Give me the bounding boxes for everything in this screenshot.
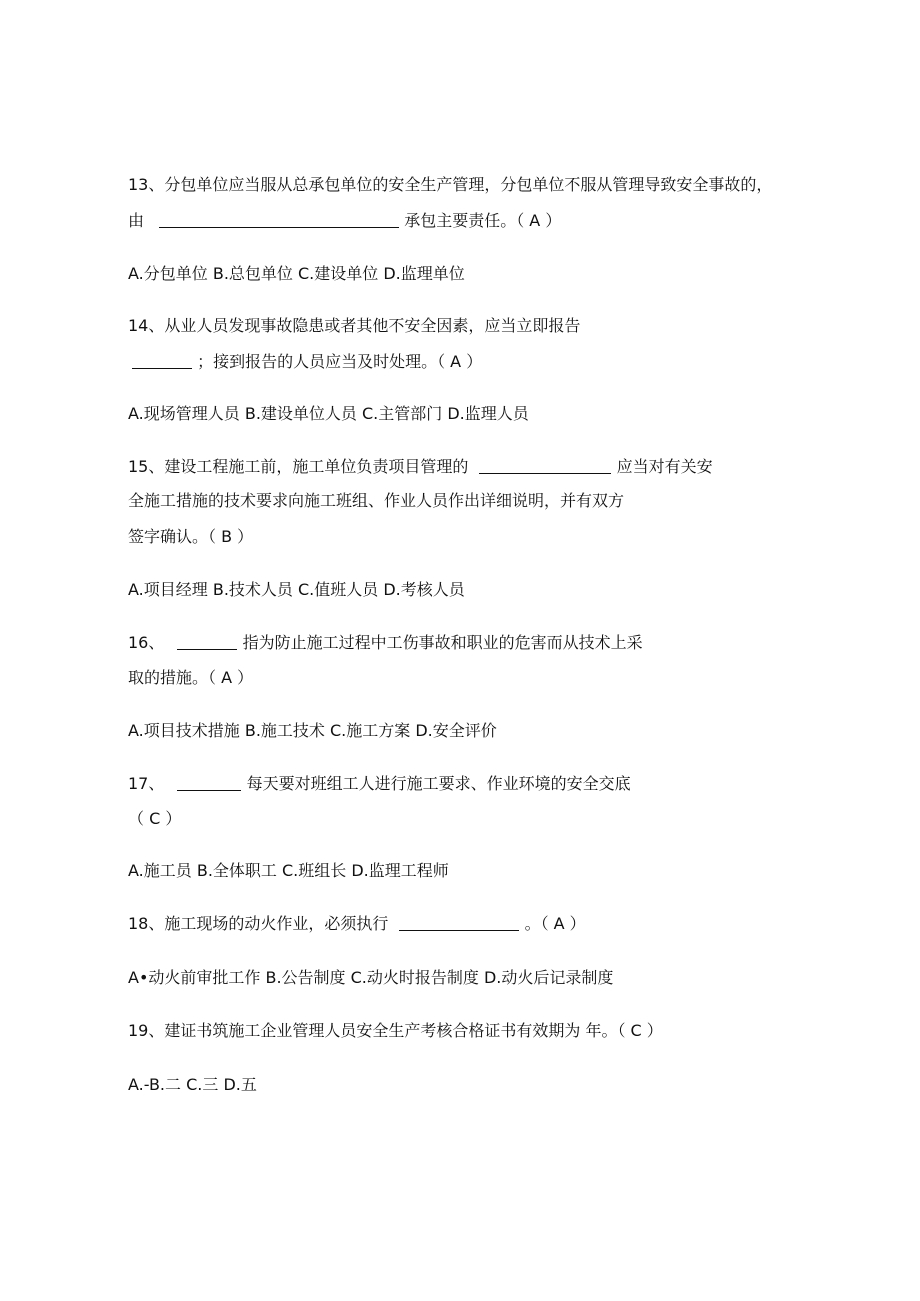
q15-stem-suffix: 应当对有关安	[616, 457, 713, 476]
q13-options: A.分包单位 B.总包单位 C.建设单位 D.监理单位	[128, 264, 465, 283]
q18-answer-blank	[399, 914, 519, 931]
q13-stem-prefix: 由	[128, 211, 145, 230]
q18-stem-suffix: 。（ A ）	[524, 914, 586, 933]
q16-stem-prefix: 16、	[128, 633, 165, 652]
q16-stem-line1	[128, 632, 643, 654]
q16-stem-line2: 取的措施。（ A ）	[128, 668, 254, 687]
q14-stem-line1: 14、从业人员发现事故隐患或者其他不安全因素，应当立即报告	[128, 316, 581, 335]
q17-stem-line1	[128, 773, 631, 795]
q17-stem-suffix: 每天要对班组工人进行施工要求、作业环境的安全交底	[246, 774, 631, 793]
q18-stem-line1	[128, 913, 586, 935]
q15-stem-line1	[128, 456, 713, 478]
q16-stem-suffix: 指为防止施工过程中工伤事故和职业的危害而从技术上采	[242, 633, 643, 652]
q16-answer-blank	[177, 633, 237, 650]
q15-stem-line3: 签字确认。（ B ）	[128, 527, 254, 546]
q15-options: A.项目经理 B.技术人员 C.值班人员 D.考核人员	[128, 580, 465, 599]
q13-answer-blank	[159, 211, 399, 228]
q15-stem-line2: 全施工措施的技术要求向施工班组、作业人员作出详细说明，并有双方	[128, 491, 625, 510]
q17-stem-line2: （ C ）	[128, 809, 182, 828]
q19-stem-line1: 19、建证书筑施工企业管理人员安全生产考核合格证书有效期为 年。（ C ）	[128, 1021, 663, 1040]
q19-options: A.-B.二 C.三 D.五	[128, 1075, 257, 1094]
q17-stem-prefix: 17、	[128, 774, 165, 793]
q13-stem-suffix: 承包主要责任。（ A ）	[404, 211, 562, 230]
q17-options: A.施工员 B.全体职工 C.班组长 D.监理工程师	[128, 861, 449, 880]
q15-stem-prefix: 15、建设工程施工前，施工单位负责项目管理的	[128, 457, 469, 476]
q14-stem-line2	[128, 351, 482, 373]
q15-answer-blank	[479, 457, 611, 474]
q13-stem-line2	[128, 210, 561, 232]
q17-answer-blank	[177, 774, 241, 791]
q16-options: A.项目技术措施 B.施工技术 C.施工方案 D.安全评价	[128, 721, 497, 740]
q14-options: A.现场管理人员 B.建设单位人员 C.主管部门 D.监理人员	[128, 404, 529, 423]
q13-stem-line1: 13、分包单位应当服从总承包单位的安全生产管理，分包单位不服从管理导致安全事故的，	[128, 175, 773, 194]
q14-answer-blank	[132, 352, 192, 369]
q18-stem-prefix: 18、施工现场的动火作业，必须执行	[128, 914, 389, 933]
q14-stem-suffix: ；接到报告的人员应当及时处理。（ A ）	[197, 352, 483, 371]
q18-options: A•动火前审批工作 B.公告制度 C.动火时报告制度 D.动火后记录制度	[128, 968, 614, 987]
